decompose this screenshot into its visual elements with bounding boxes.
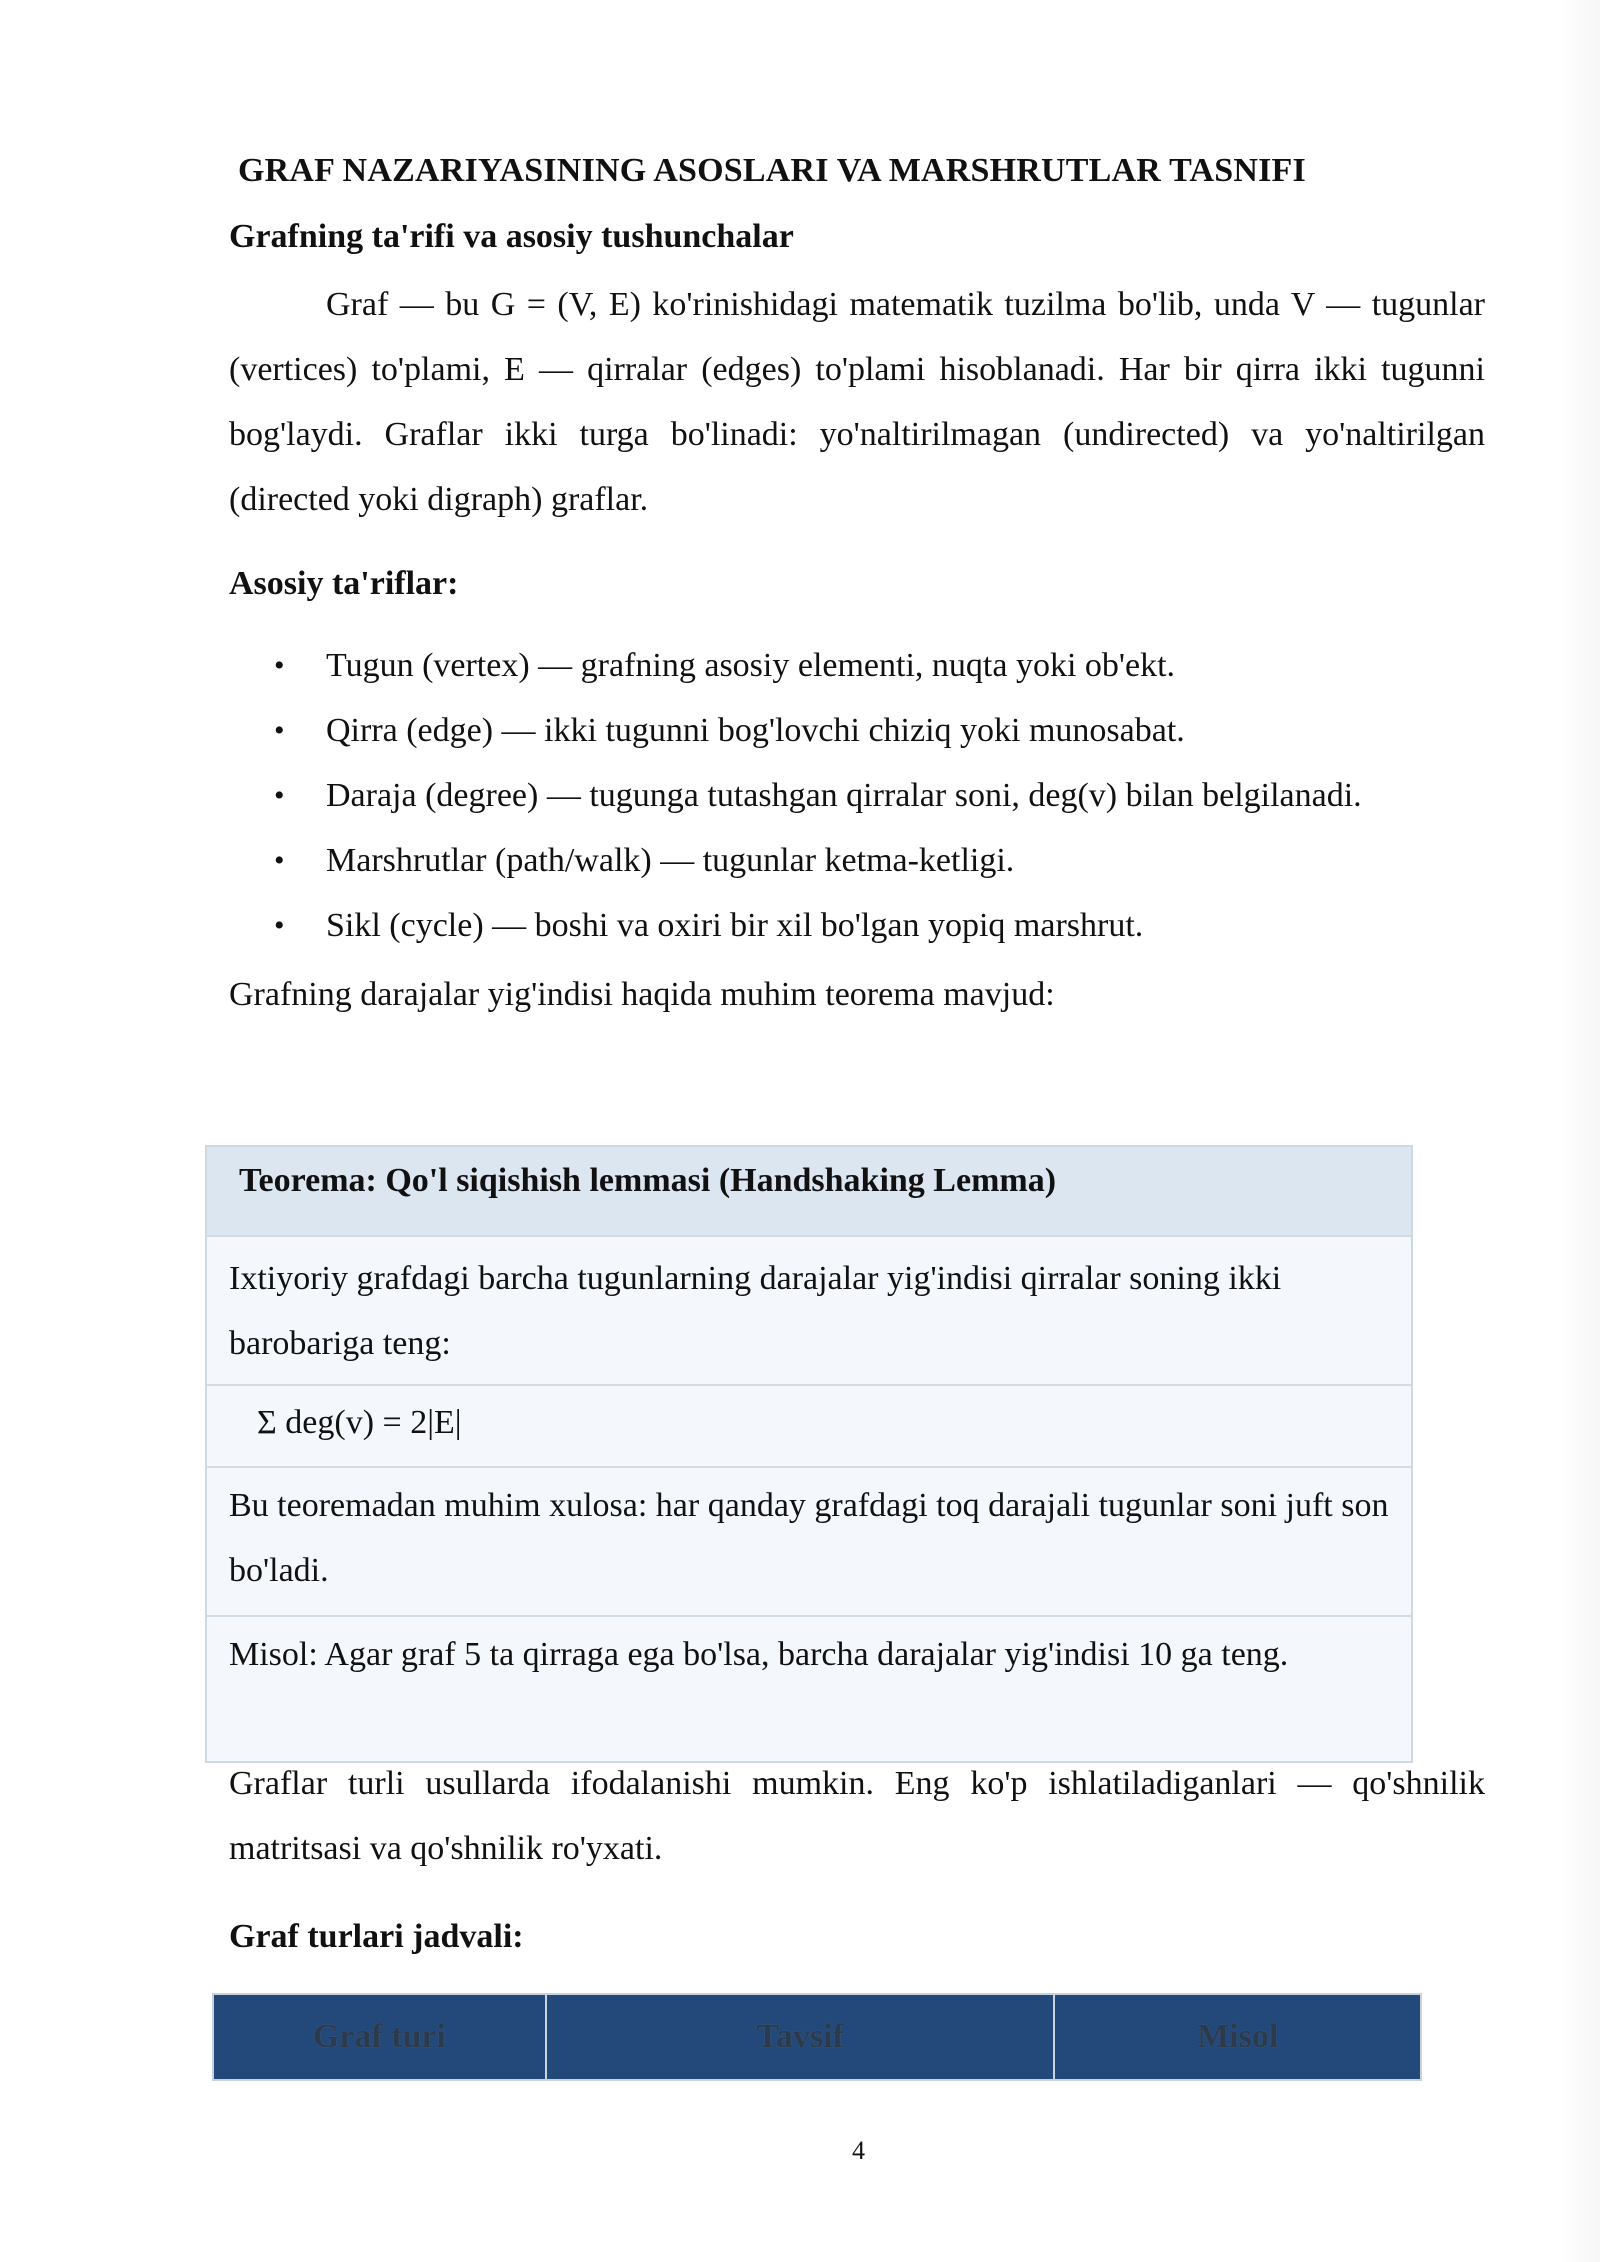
bullet-icon: •	[274, 714, 285, 747]
definition-text: Qirra (edge) — ikki tugunni bog'lovchi chiziq yoki munosabat.	[326, 712, 1185, 749]
theorem-example: Misol: Agar graf 5 ta qirraga ega bo'lsa, barcha darajalar yig'indisi 10 ga teng.	[207, 1615, 1411, 1761]
list-item	[229, 900, 1529, 965]
theorem-statement: Ixtiyoriy grafdagi barcha tugunlarning darajalar yig'indisi qirralar soning ikki barobariga teng:	[207, 1235, 1411, 1384]
definitions-list	[229, 640, 1529, 965]
theorem-box	[205, 1145, 1413, 1763]
column-header-type: Graf turi	[213, 1994, 546, 2080]
page-edge-shade	[1560, 0, 1600, 2262]
list-item	[229, 705, 1529, 770]
definition-text: Sikl (cycle) — boshi va oxiri bir xil bo'lgan yopiq marshrut.	[326, 907, 1144, 944]
table-header-row	[213, 1994, 1421, 2080]
theorem-formula: Σ deg(v) = 2|E|	[207, 1384, 1411, 1466]
document-title: GRAF NAZARIYASINING ASOSLARI VA MARSHRUTLAR TASNIFI	[238, 152, 1306, 189]
definitions-heading: Asosiy ta'riflar:	[229, 565, 459, 602]
bullet-icon: •	[274, 779, 285, 812]
graph-types-table	[212, 1993, 1422, 2081]
intro-paragraph: Graf — bu G = (V, E) ko'rinishidagi matematik tuzilma bo'lib, unda V — tugunlar (vertices) to'plami, E — qirralar (edges) to'plami hisoblanadi. Har bir qirra ikki tugunni bog'laydi. Graflar ikki turga bo'linadi: yo'naltirilmagan (undirected) va yo'naltirilgan (directed yoki digraph) graflar.	[229, 286, 1485, 518]
column-header-example: Misol	[1054, 1994, 1421, 2080]
types-table-heading: Graf turlari jadvali:	[229, 1918, 524, 1955]
theorem-corollary: Bu teoremadan muhim xulosa: har qanday grafdagi toq darajali tugunlar soni juft son bo'ladi.	[207, 1466, 1411, 1615]
list-item	[229, 770, 1529, 835]
page-number: 4	[852, 2136, 865, 2165]
representation-paragraph: Graflar turli usullarda ifodalanishi mumkin. Eng ko'p ishlatiladiganlari — qo'shnilik matritsasi va qo'shnilik ro'yxati.	[229, 1765, 1485, 1867]
bullet-icon: •	[274, 844, 285, 877]
bullet-icon: •	[274, 909, 285, 942]
list-item	[229, 640, 1529, 705]
section-heading-definition: Grafning ta'rifi va asosiy tushunchalar	[229, 218, 794, 255]
definition-text: Tugun (vertex) — grafning asosiy elementi, nuqta yoki ob'ekt.	[326, 647, 1176, 684]
theorem-intro: Grafning darajalar yig'indisi haqida muhim teorema mavjud:	[229, 976, 1055, 1013]
definition-text: Daraja (degree) — tugunga tutashgan qirralar soni, deg(v) bilan belgilanadi.	[326, 777, 1362, 814]
list-item	[229, 835, 1529, 900]
bullet-icon: •	[274, 649, 285, 682]
definition-text: Marshrutlar (path/walk) — tugunlar ketma-ketligi.	[326, 842, 1015, 879]
theorem-heading: Teorema: Qo'l siqishish lemmasi (Handshaking Lemma)	[207, 1147, 1411, 1235]
column-header-description: Tavsif	[546, 1994, 1055, 2080]
